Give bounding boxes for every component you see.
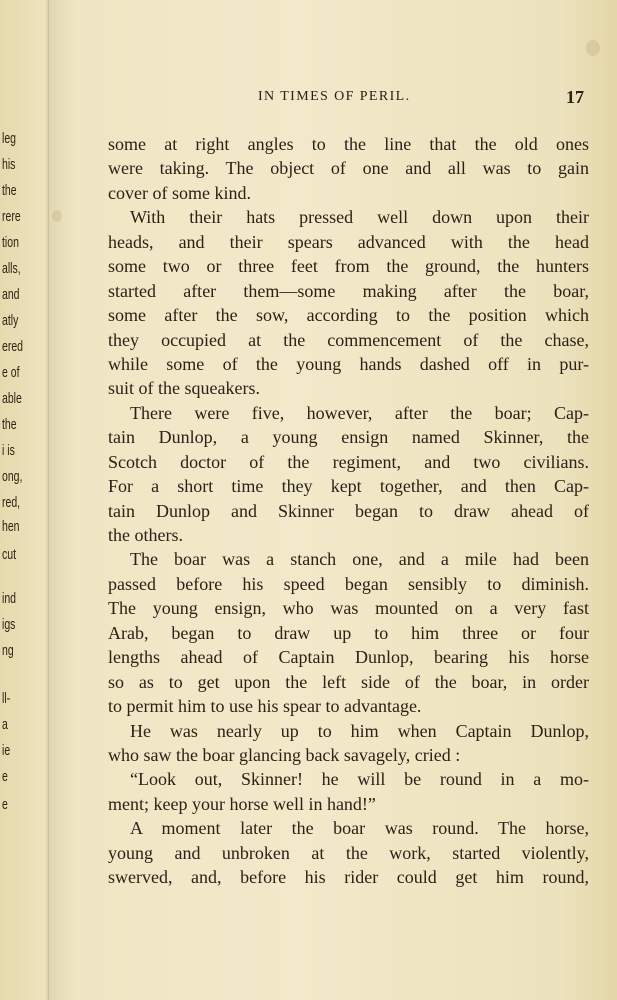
previous-page-fragment: e bbox=[2, 796, 8, 813]
previous-page-fragment: rere bbox=[2, 208, 21, 225]
text-line: Arab, began to draw up to him three or four bbox=[108, 622, 589, 643]
text-line: tain Dunlop and Skinner began to draw ahead of bbox=[108, 500, 589, 521]
previous-page-fragment: atly bbox=[2, 312, 19, 329]
text-line: some after the sow, according to the position which bbox=[108, 305, 589, 326]
gutter-shadow bbox=[46, 0, 76, 1000]
text-line: suit of the squeakers. bbox=[108, 378, 260, 399]
previous-page-fragment: ng bbox=[2, 642, 14, 659]
previous-page-edge bbox=[0, 0, 49, 1000]
text-line: to permit him to use his spear to advantage. bbox=[108, 696, 422, 717]
text-line: who saw the boar glancing back savagely, cried : bbox=[108, 744, 461, 765]
text-line: With their hats pressed well down upon their bbox=[130, 207, 589, 228]
previous-page-fragment: the bbox=[2, 416, 17, 433]
previous-page-fragment: e bbox=[2, 768, 8, 785]
previous-page-fragment: able bbox=[2, 390, 22, 407]
previous-page-fragment: tion bbox=[2, 234, 19, 251]
text-line: lengths ahead of Captain Dunlop, bearing his horse bbox=[108, 647, 589, 668]
text-line: The boar was a stanch one, and a mile had been bbox=[130, 549, 589, 570]
text-line: “Look out, Skinner! he will be round in a mo- bbox=[130, 769, 589, 790]
foxing-spot bbox=[52, 210, 62, 222]
page-number: 17 bbox=[566, 87, 584, 107]
previous-page-fragment: his bbox=[2, 156, 16, 173]
text-line: heads, and their spears advanced with the head bbox=[108, 231, 589, 252]
text-line: so as to get upon the left side of the boar, in order bbox=[108, 671, 589, 692]
previous-page-fragment: alls, bbox=[2, 260, 21, 277]
text-line: For a short time they kept together, and then Cap- bbox=[108, 476, 589, 497]
body-text bbox=[108, 132, 589, 890]
text-line: There were five, however, after the boar; Cap- bbox=[130, 402, 589, 423]
text-line: they occupied at the commencement of the chase, bbox=[108, 329, 589, 350]
previous-page-fragment: and bbox=[2, 286, 20, 303]
previous-page-fragment: e of bbox=[2, 364, 20, 381]
previous-page-fragment: ong, bbox=[2, 468, 23, 485]
text-line: tain Dunlop, a young ensign named Skinner, the bbox=[108, 427, 589, 448]
previous-page-fragment: i is bbox=[2, 442, 15, 459]
previous-page-fragment: a bbox=[2, 716, 8, 733]
text-line: ment; keep your horse well in hand!” bbox=[108, 793, 376, 814]
text-line: Scotch doctor of the regiment, and two civilians. bbox=[108, 451, 589, 472]
previous-page-fragment: ered bbox=[2, 338, 24, 355]
previous-page-fragment: ie bbox=[2, 742, 11, 759]
previous-page-fragment: the bbox=[2, 182, 17, 199]
text-line: while some of the young hands dashed off in pur- bbox=[108, 353, 589, 374]
text-line: the others. bbox=[108, 525, 183, 545]
previous-page-fragment: leg bbox=[2, 130, 17, 147]
running-head: IN TIMES OF PERIL. bbox=[258, 89, 411, 104]
text-line: started after them—some making after the boar, bbox=[108, 280, 589, 301]
previous-page-fragment: cut bbox=[2, 546, 17, 563]
text-line: He was nearly up to him when Captain Dunlop, bbox=[130, 720, 589, 741]
text-line: swerved, and, before his rider could get him round, bbox=[108, 867, 589, 888]
text-line: some two or three feet from the ground, the hunters bbox=[108, 256, 589, 277]
text-line: cover of some kind. bbox=[108, 182, 251, 203]
text-line: were taking. The object of one and all was to gain bbox=[108, 158, 589, 179]
previous-page-fragment: red, bbox=[2, 494, 21, 511]
previous-page-fragment: hen bbox=[2, 518, 20, 535]
text-line: passed before his speed began sensibly to diminish. bbox=[108, 573, 589, 594]
text-line: A moment later the boar was round. The horse, bbox=[130, 818, 589, 839]
text-line: young and unbroken at the work, started violently, bbox=[108, 842, 589, 863]
previous-page-fragment: ll- bbox=[2, 690, 11, 707]
foxing-spot bbox=[586, 40, 600, 56]
text-line: some at right angles to the line that the old ones bbox=[108, 134, 589, 154]
text-line: The young ensign, who was mounted on a very fast bbox=[108, 598, 589, 619]
previous-page-fragment: ind bbox=[2, 590, 17, 607]
previous-page-fragment: igs bbox=[2, 616, 16, 633]
